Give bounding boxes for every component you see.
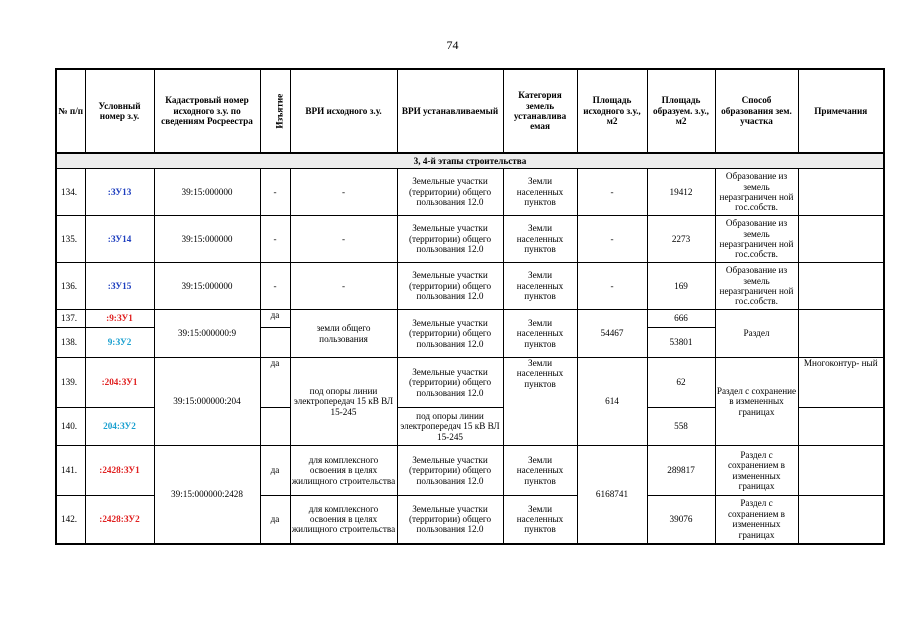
header-area-formed: Площадь образуем. з.у., м2 bbox=[647, 69, 715, 153]
area-formed: 2273 bbox=[647, 216, 715, 263]
plot-number: :ЗУ14 bbox=[85, 216, 154, 263]
withdrawal: да bbox=[260, 496, 290, 544]
formation-method: Образование из земель неразграничен ной гос.собств. bbox=[715, 216, 798, 263]
vri-set: Земельные участки (территории) общего пользования 12.0 bbox=[397, 216, 503, 263]
withdrawal: - bbox=[260, 263, 290, 310]
header-conditional-number: Условный номер з.у. bbox=[85, 69, 154, 153]
vri-source: под опоры линии электропередач 15 кВ ВЛ 15-245 bbox=[290, 358, 397, 446]
table-row bbox=[56, 358, 884, 408]
vri-source: - bbox=[290, 263, 397, 310]
table-row bbox=[56, 263, 884, 310]
withdrawal bbox=[260, 408, 290, 446]
area-formed: 289817 bbox=[647, 446, 715, 496]
withdrawal: - bbox=[260, 169, 290, 216]
formation-method: Раздел bbox=[715, 310, 798, 358]
header-cadastral-number: Кадастровый номер исходного з.у. по сведениям Росреестра bbox=[154, 69, 260, 153]
cadastral-number: 39:15:000000 bbox=[154, 216, 260, 263]
area-source: 54467 bbox=[577, 310, 647, 358]
land-category: Земли населенных пунктов bbox=[503, 496, 577, 544]
formation-method: Раздел с сохранением в измененных границах bbox=[715, 496, 798, 544]
land-category: Земли населенных пунктов bbox=[503, 358, 577, 446]
plot-number: :ЗУ15 bbox=[85, 263, 154, 310]
plot-number: :9:ЗУ1 bbox=[85, 310, 154, 328]
vri-source: - bbox=[290, 216, 397, 263]
vri-source: земли общего пользования bbox=[290, 310, 397, 358]
withdrawal: да bbox=[260, 446, 290, 496]
notes bbox=[798, 169, 884, 216]
row-number: 142. bbox=[56, 496, 85, 544]
land-category: Земли населенных пунктов bbox=[503, 169, 577, 216]
row-number: 136. bbox=[56, 263, 85, 310]
row-number: 139. bbox=[56, 358, 85, 408]
formation-method: Образование из земель неразграничен ной гос.собств. bbox=[715, 169, 798, 216]
header-notes: Примечания bbox=[798, 69, 884, 153]
notes bbox=[798, 446, 884, 496]
vri-set: Земельные участки (территории) общего пользования 12.0 bbox=[397, 358, 503, 408]
land-category: Земли населенных пунктов bbox=[503, 446, 577, 496]
area-formed: 39076 bbox=[647, 496, 715, 544]
header-num: № п/п bbox=[56, 69, 85, 153]
formation-method: Образование из земель неразграничен ной гос.собств. bbox=[715, 263, 798, 310]
plot-number: :204:ЗУ1 bbox=[85, 358, 154, 408]
land-category: Земли населенных пунктов bbox=[503, 263, 577, 310]
area-formed: 62 bbox=[647, 358, 715, 408]
area-formed: 558 bbox=[647, 408, 715, 446]
withdrawal: да bbox=[260, 310, 290, 328]
cadastral-number: 39:15:000000 bbox=[154, 263, 260, 310]
stage-row bbox=[56, 153, 884, 169]
table-row bbox=[56, 446, 884, 496]
notes bbox=[798, 496, 884, 544]
plot-number: 204:ЗУ2 bbox=[85, 408, 154, 446]
land-category: Земли населенных пунктов bbox=[503, 310, 577, 358]
vri-set: Земельные участки (территории) общего пользования 12.0 bbox=[397, 310, 503, 358]
vri-source: - bbox=[290, 169, 397, 216]
cadastral-number: 39:15:000000:2428 bbox=[154, 446, 260, 544]
cadastral-number: 39:15:000000:204 bbox=[154, 358, 260, 446]
plot-number: 9:ЗУ2 bbox=[85, 328, 154, 358]
header-withdrawal-label: Изъятие bbox=[273, 93, 284, 129]
withdrawal bbox=[260, 328, 290, 358]
notes bbox=[798, 408, 884, 446]
row-number: 141. bbox=[56, 446, 85, 496]
cadastral-number: 39:15:000000 bbox=[154, 169, 260, 216]
header-area-source: Площадь исходного з.у., м2 bbox=[577, 69, 647, 153]
area-source: - bbox=[577, 169, 647, 216]
vri-source: для комплексного освоения в целях жилищного строительства bbox=[290, 446, 397, 496]
area-source: - bbox=[577, 216, 647, 263]
vri-set: Земельные участки (территории) общего пользования 12.0 bbox=[397, 263, 503, 310]
notes: Многоконтур- ный bbox=[798, 358, 884, 408]
cadastral-number: 39:15:000000:9 bbox=[154, 310, 260, 358]
header-withdrawal bbox=[260, 69, 290, 153]
notes bbox=[798, 310, 884, 358]
area-formed: 19412 bbox=[647, 169, 715, 216]
area-formed: 169 bbox=[647, 263, 715, 310]
notes bbox=[798, 216, 884, 263]
vri-set: Земельные участки (территории) общего пользования 12.0 bbox=[397, 496, 503, 544]
row-number: 140. bbox=[56, 408, 85, 446]
plot-number: :ЗУ13 bbox=[85, 169, 154, 216]
header-vri-set: ВРИ устанавливаемый bbox=[397, 69, 503, 153]
plot-number: :2428:ЗУ2 bbox=[85, 496, 154, 544]
table-row bbox=[56, 216, 884, 263]
row-number: 134. bbox=[56, 169, 85, 216]
header-row bbox=[56, 69, 884, 153]
land-plots-table bbox=[55, 68, 885, 545]
stage-label: 3, 4-й этапы строительства bbox=[56, 153, 884, 169]
row-number: 137. bbox=[56, 310, 85, 328]
vri-set: Земельные участки (территории) общего пользования 12.0 bbox=[397, 169, 503, 216]
table-row bbox=[56, 169, 884, 216]
withdrawal: да bbox=[260, 358, 290, 408]
vri-set: Земельные участки (территории) общего пользования 12.0 bbox=[397, 446, 503, 496]
row-number: 135. bbox=[56, 216, 85, 263]
land-category: Земли населенных пунктов bbox=[503, 216, 577, 263]
plot-number: :2428:ЗУ1 bbox=[85, 446, 154, 496]
notes bbox=[798, 263, 884, 310]
row-number: 138. bbox=[56, 328, 85, 358]
page-number: 74 bbox=[446, 38, 459, 52]
header-category: Категория земель устанавлива емая bbox=[503, 69, 577, 153]
withdrawal: - bbox=[260, 216, 290, 263]
vri-set: под опоры линии электропередач 15 кВ ВЛ 15-245 bbox=[397, 408, 503, 446]
header-method: Способ образования зем. участка bbox=[715, 69, 798, 153]
area-formed: 666 bbox=[647, 310, 715, 328]
formation-method: Раздел с сохранением в измененных границах bbox=[715, 446, 798, 496]
formation-method: Раздел с сохранение в измененных границах bbox=[715, 358, 798, 446]
table-row bbox=[56, 310, 884, 328]
header-vri-source: ВРИ исходного з.у. bbox=[290, 69, 397, 153]
area-formed: 53801 bbox=[647, 328, 715, 358]
area-source: 614 bbox=[577, 358, 647, 446]
area-source: - bbox=[577, 263, 647, 310]
vri-source: для комплексного освоения в целях жилищного строительства bbox=[290, 496, 397, 544]
area-source: 6168741 bbox=[577, 446, 647, 544]
